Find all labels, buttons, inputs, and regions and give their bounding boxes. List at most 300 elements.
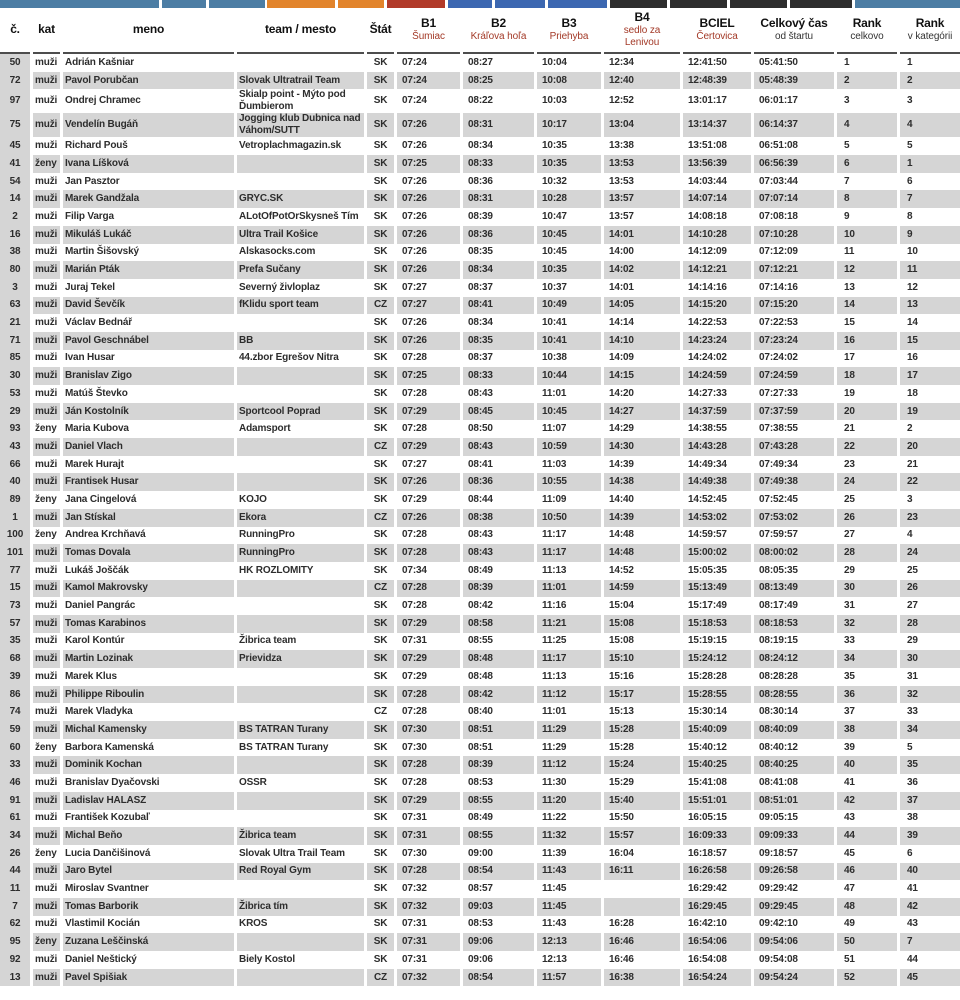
cell-b1: 07:26 [397,314,460,332]
cell-b2: 08:39 [463,580,534,598]
cell-rank-celkovo: 41 [837,774,897,792]
cell-team [237,314,364,332]
cell-cislo: 41 [0,155,30,173]
cell-team [237,385,364,403]
cell-rank-celkovo: 50 [837,933,897,951]
cell-b2: 08:34 [463,314,534,332]
cell-kat: muži [33,810,60,828]
cell-cislo: 63 [0,297,30,315]
cell-b3: 11:21 [537,615,601,633]
cell-rank-kategoria: 6 [900,173,960,191]
cell-rank-celkovo: 46 [837,863,897,881]
cell-b3: 10:41 [537,332,601,350]
cell-bciel: 12:41:50 [683,54,751,72]
cell-meno: Jan Pasztor [63,173,234,191]
cell-rank-celkovo: 36 [837,686,897,704]
cell-b2: 08:42 [463,686,534,704]
cell-cislo: 39 [0,668,30,686]
table-row [0,350,960,368]
cell-stat: SK [367,491,394,509]
cell-bciel: 14:12:21 [683,261,751,279]
table-row [0,916,960,934]
cell-b2: 08:34 [463,261,534,279]
cell-b2: 08:54 [463,969,534,987]
cell-b4: 15:17 [604,686,680,704]
cell-b4 [604,880,680,898]
cell-rank-celkovo: 17 [837,350,897,368]
cell-team: Ultra Trail Košice [237,226,364,244]
cell-b1: 07:31 [397,810,460,828]
cell-cislo: 21 [0,314,30,332]
cell-b2: 08:43 [463,544,534,562]
cell-b2: 08:48 [463,650,534,668]
cell-b3: 11:12 [537,686,601,704]
cell-rank-kategoria: 41 [900,880,960,898]
column-header-label: B4 [634,10,650,24]
cell-b1: 07:31 [397,933,460,951]
cell-cislo: 66 [0,456,30,474]
stage-bar-segment-blue [448,0,492,8]
cell-b1: 07:26 [397,473,460,491]
cell-stat: SK [367,774,394,792]
cell-meno: Marek Hurajt [63,456,234,474]
cell-b2: 08:39 [463,208,534,226]
column-header-label: Štát [369,22,392,36]
cell-b3: 11:13 [537,562,601,580]
cell-celkovy-cas: 07:23:24 [754,332,834,350]
cell-celkovy-cas: 08:13:49 [754,580,834,598]
cell-b4: 14:00 [604,244,680,262]
cell-stat: SK [367,880,394,898]
table-row [0,686,960,704]
cell-stat: CZ [367,438,394,456]
cell-rank-celkovo: 42 [837,792,897,810]
cell-team: Prievidza [237,650,364,668]
cell-b3: 10:03 [537,89,601,113]
cell-stat: SK [367,597,394,615]
cell-kat: muži [33,703,60,721]
cell-rank-kategoria: 24 [900,544,960,562]
cell-meno: Marek Klus [63,668,234,686]
cell-b3: 10:50 [537,509,601,527]
cell-b3: 11:09 [537,491,601,509]
cell-celkovy-cas: 07:15:20 [754,297,834,315]
cell-meno: Adrián Kašniar [63,54,234,72]
cell-b1: 07:26 [397,261,460,279]
cell-team: HK ROZLOMITY [237,562,364,580]
cell-celkovy-cas: 08:28:55 [754,686,834,704]
cell-meno: Richard Pouš [63,137,234,155]
cell-meno: Maria Kubova [63,420,234,438]
cell-stat: SK [367,473,394,491]
cell-bciel: 13:01:17 [683,89,751,113]
cell-cislo: 15 [0,580,30,598]
cell-stat: SK [367,792,394,810]
cell-b4: 14:52 [604,562,680,580]
cell-cislo: 86 [0,686,30,704]
cell-meno: Daniel Vlach [63,438,234,456]
cell-stat: SK [367,350,394,368]
cell-rank-kategoria: 23 [900,509,960,527]
cell-bciel: 16:18:57 [683,845,751,863]
column-header-celkovy-cas [754,8,834,54]
cell-kat: ženy [33,155,60,173]
cell-bciel: 14:53:02 [683,509,751,527]
cell-bciel: 15:51:01 [683,792,751,810]
cell-rank-celkovo: 13 [837,279,897,297]
column-header-bciel [683,8,751,54]
cell-rank-kategoria: 16 [900,350,960,368]
cell-kat: muži [33,279,60,297]
cell-b3: 11:13 [537,668,601,686]
cell-bciel: 14:07:14 [683,190,751,208]
cell-team: Žibrica team [237,633,364,651]
cell-celkovy-cas: 07:37:59 [754,403,834,421]
cell-rank-kategoria: 1 [900,54,960,72]
cell-b1: 07:28 [397,774,460,792]
cell-cislo: 53 [0,385,30,403]
table-row [0,279,960,297]
cell-b3: 10:35 [537,261,601,279]
cell-meno: Marek Vladyka [63,703,234,721]
cell-kat: ženy [33,845,60,863]
cell-celkovy-cas: 06:51:08 [754,137,834,155]
cell-meno: Martin Lozinak [63,650,234,668]
cell-b1: 07:25 [397,367,460,385]
table-row [0,933,960,951]
cell-rank-kategoria: 12 [900,279,960,297]
cell-rank-kategoria: 19 [900,403,960,421]
cell-team: Jogging klub Dubnica nad Váhom/SUTT [237,113,364,137]
cell-b4: 15:10 [604,650,680,668]
cell-bciel: 15:40:25 [683,756,751,774]
cell-cislo: 73 [0,597,30,615]
cell-b4: 13:57 [604,208,680,226]
table-row [0,473,960,491]
cell-stat: SK [367,615,394,633]
table-row [0,562,960,580]
cell-b4: 15:50 [604,810,680,828]
cell-b4: 14:29 [604,420,680,438]
cell-meno: Václav Bednář [63,314,234,332]
cell-cislo: 40 [0,473,30,491]
cell-kat: ženy [33,739,60,757]
cell-b2: 08:43 [463,527,534,545]
column-header-meno [63,8,234,54]
cell-b2: 08:51 [463,739,534,757]
table-row [0,721,960,739]
cell-b1: 07:28 [397,350,460,368]
cell-b4: 15:04 [604,597,680,615]
cell-cislo: 33 [0,756,30,774]
cell-kat: muži [33,137,60,155]
cell-kat: muži [33,332,60,350]
cell-celkovy-cas: 07:22:53 [754,314,834,332]
cell-b3: 11:16 [537,597,601,615]
cell-cislo: 71 [0,332,30,350]
cell-stat: SK [367,527,394,545]
cell-b3: 10:37 [537,279,601,297]
cell-meno: Philippe Riboulin [63,686,234,704]
cell-b3: 10:04 [537,54,601,72]
cell-bciel: 15:17:49 [683,597,751,615]
cell-b4: 15:40 [604,792,680,810]
cell-bciel: 14:24:59 [683,367,751,385]
cell-meno: Marek Gandžala [63,190,234,208]
cell-b4: 16:11 [604,863,680,881]
cell-b4: 14:48 [604,527,680,545]
cell-bciel: 14:03:44 [683,173,751,191]
cell-kat: muži [33,89,60,113]
cell-b1: 07:30 [397,721,460,739]
cell-rank-celkovo: 3 [837,89,897,113]
column-header-b4 [604,8,680,54]
cell-rank-kategoria: 3 [900,491,960,509]
cell-rank-kategoria: 7 [900,933,960,951]
cell-meno: Filip Varga [63,208,234,226]
table-row [0,703,960,721]
cell-celkovy-cas: 08:40:12 [754,739,834,757]
cell-b2: 08:51 [463,721,534,739]
table-row [0,226,960,244]
cell-b1: 07:29 [397,650,460,668]
cell-stat: SK [367,367,394,385]
cell-b4: 13:53 [604,173,680,191]
cell-stat: CZ [367,297,394,315]
cell-b4: 15:28 [604,721,680,739]
cell-b3: 10:59 [537,438,601,456]
cell-b1: 07:31 [397,916,460,934]
cell-stat: SK [367,420,394,438]
cell-b2: 08:42 [463,597,534,615]
cell-celkovy-cas: 08:24:12 [754,650,834,668]
cell-stat: CZ [367,580,394,598]
table-row [0,491,960,509]
cell-cislo: 97 [0,89,30,113]
cell-cislo: 50 [0,54,30,72]
cell-b2: 08:55 [463,633,534,651]
table-row [0,863,960,881]
cell-bciel: 16:09:33 [683,827,751,845]
cell-team: Adamsport [237,420,364,438]
cell-b2: 08:41 [463,297,534,315]
cell-rank-celkovo: 19 [837,385,897,403]
cell-team: RunningPro [237,544,364,562]
cell-team [237,880,364,898]
cell-b3: 11:29 [537,739,601,757]
cell-stat: SK [367,456,394,474]
cell-meno: Jana Cingelová [63,491,234,509]
cell-b3: 11:17 [537,650,601,668]
cell-stat: SK [367,756,394,774]
cell-b4: 14:38 [604,473,680,491]
cell-b3: 10:47 [537,208,601,226]
cell-meno: Matúš Števko [63,385,234,403]
cell-kat: muži [33,562,60,580]
stage-bar-segment-blue [495,0,545,8]
table-row [0,845,960,863]
cell-cislo: 34 [0,827,30,845]
cell-b4: 14:05 [604,297,680,315]
cell-b2: 08:33 [463,155,534,173]
cell-b3: 10:45 [537,244,601,262]
cell-b4: 15:24 [604,756,680,774]
cell-b3: 12:13 [537,951,601,969]
cell-cislo: 101 [0,544,30,562]
cell-kat: ženy [33,933,60,951]
cell-rank-celkovo: 24 [837,473,897,491]
cell-celkovy-cas: 07:38:55 [754,420,834,438]
cell-team: BS TATRAN Turany [237,721,364,739]
cell-team [237,792,364,810]
cell-b2: 08:22 [463,89,534,113]
cell-cislo: 45 [0,137,30,155]
cell-b3: 10:55 [537,473,601,491]
cell-team: GRYC.SK [237,190,364,208]
cell-celkovy-cas: 09:54:24 [754,969,834,987]
cell-rank-kategoria: 11 [900,261,960,279]
cell-rank-kategoria: 4 [900,527,960,545]
cell-celkovy-cas: 08:28:28 [754,668,834,686]
cell-stat: SK [367,332,394,350]
cell-team [237,473,364,491]
cell-b2: 08:45 [463,403,534,421]
cell-cislo: 92 [0,951,30,969]
cell-b2: 08:36 [463,473,534,491]
cell-b1: 07:25 [397,155,460,173]
cell-stat: SK [367,155,394,173]
cell-team: Prefa Sučany [237,261,364,279]
cell-team [237,615,364,633]
cell-kat: muži [33,72,60,90]
cell-team: KROS [237,916,364,934]
cell-b1: 07:34 [397,562,460,580]
cell-kat: muži [33,774,60,792]
cell-rank-celkovo: 21 [837,420,897,438]
column-header-rank-celkovo [837,8,897,54]
table-row [0,208,960,226]
cell-rank-celkovo: 32 [837,615,897,633]
cell-b2: 08:57 [463,880,534,898]
cell-b2: 08:50 [463,420,534,438]
column-header-kat [33,8,60,54]
cell-rank-kategoria: 33 [900,703,960,721]
cell-team: Slovak Ultratrail Team [237,72,364,90]
cell-bciel: 16:26:58 [683,863,751,881]
cell-b1: 07:26 [397,509,460,527]
column-header-label: B3 [561,16,577,30]
cell-b1: 07:28 [397,580,460,598]
cell-kat: muži [33,597,60,615]
cell-cislo: 54 [0,173,30,191]
cell-celkovy-cas: 07:10:28 [754,226,834,244]
table-row [0,951,960,969]
cell-kat: muži [33,668,60,686]
column-header-team [237,8,364,54]
table-row [0,155,960,173]
table-row [0,173,960,191]
cell-rank-kategoria: 25 [900,562,960,580]
cell-celkovy-cas: 09:05:15 [754,810,834,828]
cell-celkovy-cas: 07:03:44 [754,173,834,191]
cell-stat: SK [367,650,394,668]
cell-rank-kategoria: 7 [900,190,960,208]
cell-celkovy-cas: 06:01:17 [754,89,834,113]
cell-b1: 07:28 [397,597,460,615]
cell-celkovy-cas: 09:54:08 [754,951,834,969]
cell-b1: 07:26 [397,113,460,137]
cell-kat: muži [33,438,60,456]
cell-kat: muži [33,244,60,262]
cell-meno: Dominik Kochan [63,756,234,774]
cell-b2: 08:35 [463,244,534,262]
cell-b3: 10:49 [537,297,601,315]
cell-b3: 11:17 [537,527,601,545]
cell-b4: 16:46 [604,951,680,969]
stage-bar-segment-teal [162,0,206,8]
table-row [0,544,960,562]
cell-rank-celkovo: 45 [837,845,897,863]
table-row [0,898,960,916]
cell-celkovy-cas: 09:54:06 [754,933,834,951]
cell-stat: SK [367,279,394,297]
cell-b4: 14:27 [604,403,680,421]
cell-rank-kategoria: 13 [900,297,960,315]
cell-b4: 14:02 [604,261,680,279]
cell-meno: Andrea Krchňavá [63,527,234,545]
cell-meno: František Kozubaľ [63,810,234,828]
cell-b3: 10:17 [537,113,601,137]
cell-stat: SK [367,190,394,208]
cell-b4: 12:52 [604,89,680,113]
cell-celkovy-cas: 08:18:53 [754,615,834,633]
cell-b1: 07:32 [397,898,460,916]
cell-b3: 11:43 [537,863,601,881]
cell-cislo: 30 [0,367,30,385]
cell-celkovy-cas: 09:29:42 [754,880,834,898]
table-row [0,137,960,155]
cell-b2: 08:25 [463,72,534,90]
cell-b1: 07:26 [397,137,460,155]
table-row [0,72,960,90]
cell-b3: 10:45 [537,403,601,421]
cell-b1: 07:29 [397,491,460,509]
cell-b3: 11:57 [537,969,601,987]
cell-rank-celkovo: 51 [837,951,897,969]
cell-b1: 07:30 [397,845,460,863]
cell-team: Skialp point - Mýto pod Ďumbierom [237,89,364,113]
cell-bciel: 14:52:45 [683,491,751,509]
cell-kat: muži [33,827,60,845]
cell-stat: SK [367,226,394,244]
table-row [0,332,960,350]
cell-kat: muži [33,969,60,987]
cell-rank-kategoria: 1 [900,155,960,173]
cell-b4: 15:29 [604,774,680,792]
cell-b1: 07:28 [397,544,460,562]
cell-b2: 08:37 [463,279,534,297]
cell-b3: 11:12 [537,756,601,774]
cell-stat: SK [367,845,394,863]
cell-b1: 07:27 [397,279,460,297]
cell-meno: Pavol Geschnábel [63,332,234,350]
cell-meno: Ivana Líšková [63,155,234,173]
cell-bciel: 14:10:28 [683,226,751,244]
cell-cislo: 11 [0,880,30,898]
cell-meno: Juraj Tekel [63,279,234,297]
cell-cislo: 26 [0,845,30,863]
cell-meno: Karol Kontúr [63,633,234,651]
